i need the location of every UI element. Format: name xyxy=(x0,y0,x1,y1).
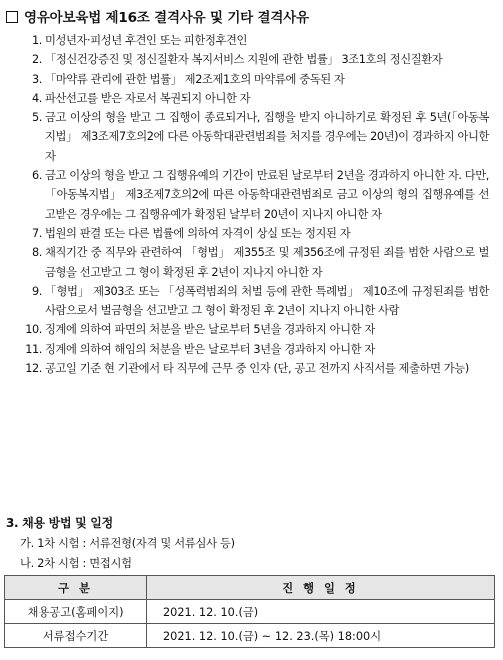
item-text: 금고 이상의 형을 받고 그 집행이 종료되거나, 집행을 받지 아니하기로 확정된 후 5년(「아동복지법」 제3조제7호의2에 다른 아동학대관련범죄를 처지를 경우에는 20년)이 경과하지 아니한 자 xyxy=(45,111,489,163)
list-item xyxy=(0,108,503,166)
item-text: 파산선고를 받은 자로서 복권되지 아니한 자 xyxy=(45,91,251,105)
list-item xyxy=(0,359,503,378)
list-item xyxy=(0,243,503,282)
table-row xyxy=(5,624,495,648)
column-header-category: 구 분 xyxy=(5,576,147,600)
item-number: 5. xyxy=(32,111,42,125)
item-text: 징계에 의하여 파면의 처분을 받은 날로부터 5년을 경과하지 아니한 자 xyxy=(45,323,375,337)
item-number: 2. xyxy=(32,53,42,67)
section-3-title: 3. 채용 방법 및 일정 xyxy=(6,516,113,530)
list-item xyxy=(0,50,503,69)
list-item xyxy=(0,89,503,108)
list-item xyxy=(0,31,503,50)
item-number: 12. xyxy=(25,362,42,376)
table-row xyxy=(5,600,495,624)
step-2-text: 나. 2차 시험 : 면접시험 xyxy=(20,557,132,570)
item-text: 「정신건강증진 및 정신질환자 복지서비스 지원에 관한 법률」 3조1호의 정신질환자 xyxy=(45,53,443,67)
item-number: 1. xyxy=(32,34,42,47)
section-title-text: 영유아보육법 제16조 결격사유 및 기타 결격사유 xyxy=(24,10,309,26)
list-item xyxy=(0,224,503,243)
item-number: 11. xyxy=(25,342,42,356)
item-number: 10. xyxy=(25,323,42,337)
step-1-text: 가. 1차 시험 : 서류전형(자격 및 서류심사 등) xyxy=(20,537,235,550)
list-item xyxy=(0,340,503,359)
disqualification-list xyxy=(0,31,503,378)
item-text: 채직기간 중 직무와 관련하여 「형법」 제355조 및 제356조에 규정된 죄를 범한 사람으로 벌금형을 선고받고 그 형이 확정된 후 2년이 지나지 아니한 자 xyxy=(45,246,489,279)
list-item xyxy=(0,282,503,321)
list-item xyxy=(0,166,503,224)
list-item xyxy=(0,320,503,339)
item-number: 8. xyxy=(32,246,42,260)
item-number: 7. xyxy=(32,226,42,240)
item-number: 6. xyxy=(32,169,42,183)
item-text: 「마약류 관리에 관한 법률」 제2조제1호의 마약류에 중독된 자 xyxy=(45,72,345,86)
item-text: 금고 이상의 형을 받고 그 집행유예의 기간이 만료된 날로부터 2년을 경과하지 아니한 자. 다만, 「아동복지법」 제3조제7호의2에 따른 아동학대관련범죄로 금고 이상의 형의 집행유예를 선고받은 경우에는 그 집행유예가 확정된 날부터 20년이 지나지 아니한 자 xyxy=(45,169,489,221)
item-number: 9. xyxy=(32,284,42,298)
checkbox-square-icon xyxy=(6,11,18,23)
item-text: 법원의 판결 또는 다른 법률에 의하여 자격이 상실 또는 정지된 자 xyxy=(45,226,351,240)
item-text: 미성년자·피성년 후견인 또는 피한정후견인 xyxy=(45,34,247,47)
row-value: 2021. 12. 10.(금) ~ 12. 23.(목) 18:00시 xyxy=(147,624,495,648)
item-number: 3. xyxy=(32,72,42,86)
list-item xyxy=(0,70,503,89)
row-value: 2021. 12. 10.(금) xyxy=(147,600,495,624)
row-label: 채용공고(홈페이지) xyxy=(5,600,147,624)
row-label: 서류접수기간 xyxy=(5,624,147,648)
schedule-table xyxy=(4,575,495,648)
item-text: 징계에 의하여 해임의 처분을 받은 날로부터 3년을 경과하지 아니한 자 xyxy=(45,342,375,356)
item-number: 4. xyxy=(32,91,42,105)
table-header-row xyxy=(5,576,495,600)
column-header-schedule: 진 행 일 정 xyxy=(147,576,495,600)
section-title xyxy=(6,6,309,26)
item-text: 공고일 기준 현 기관에서 타 직무에 근무 중 인자 (단, 공고 전까지 사직서를 제출하면 가능) xyxy=(45,362,469,376)
item-text: 「형법」 제303조 또는 「성폭력범죄의 처벌 등에 관한 특례법」 제10조에 규정된죄를 범한 사람으로서 벌금형을 선고받고 그 형이 확정된 후 2년이 지나지 아니한 사람 xyxy=(45,284,489,318)
